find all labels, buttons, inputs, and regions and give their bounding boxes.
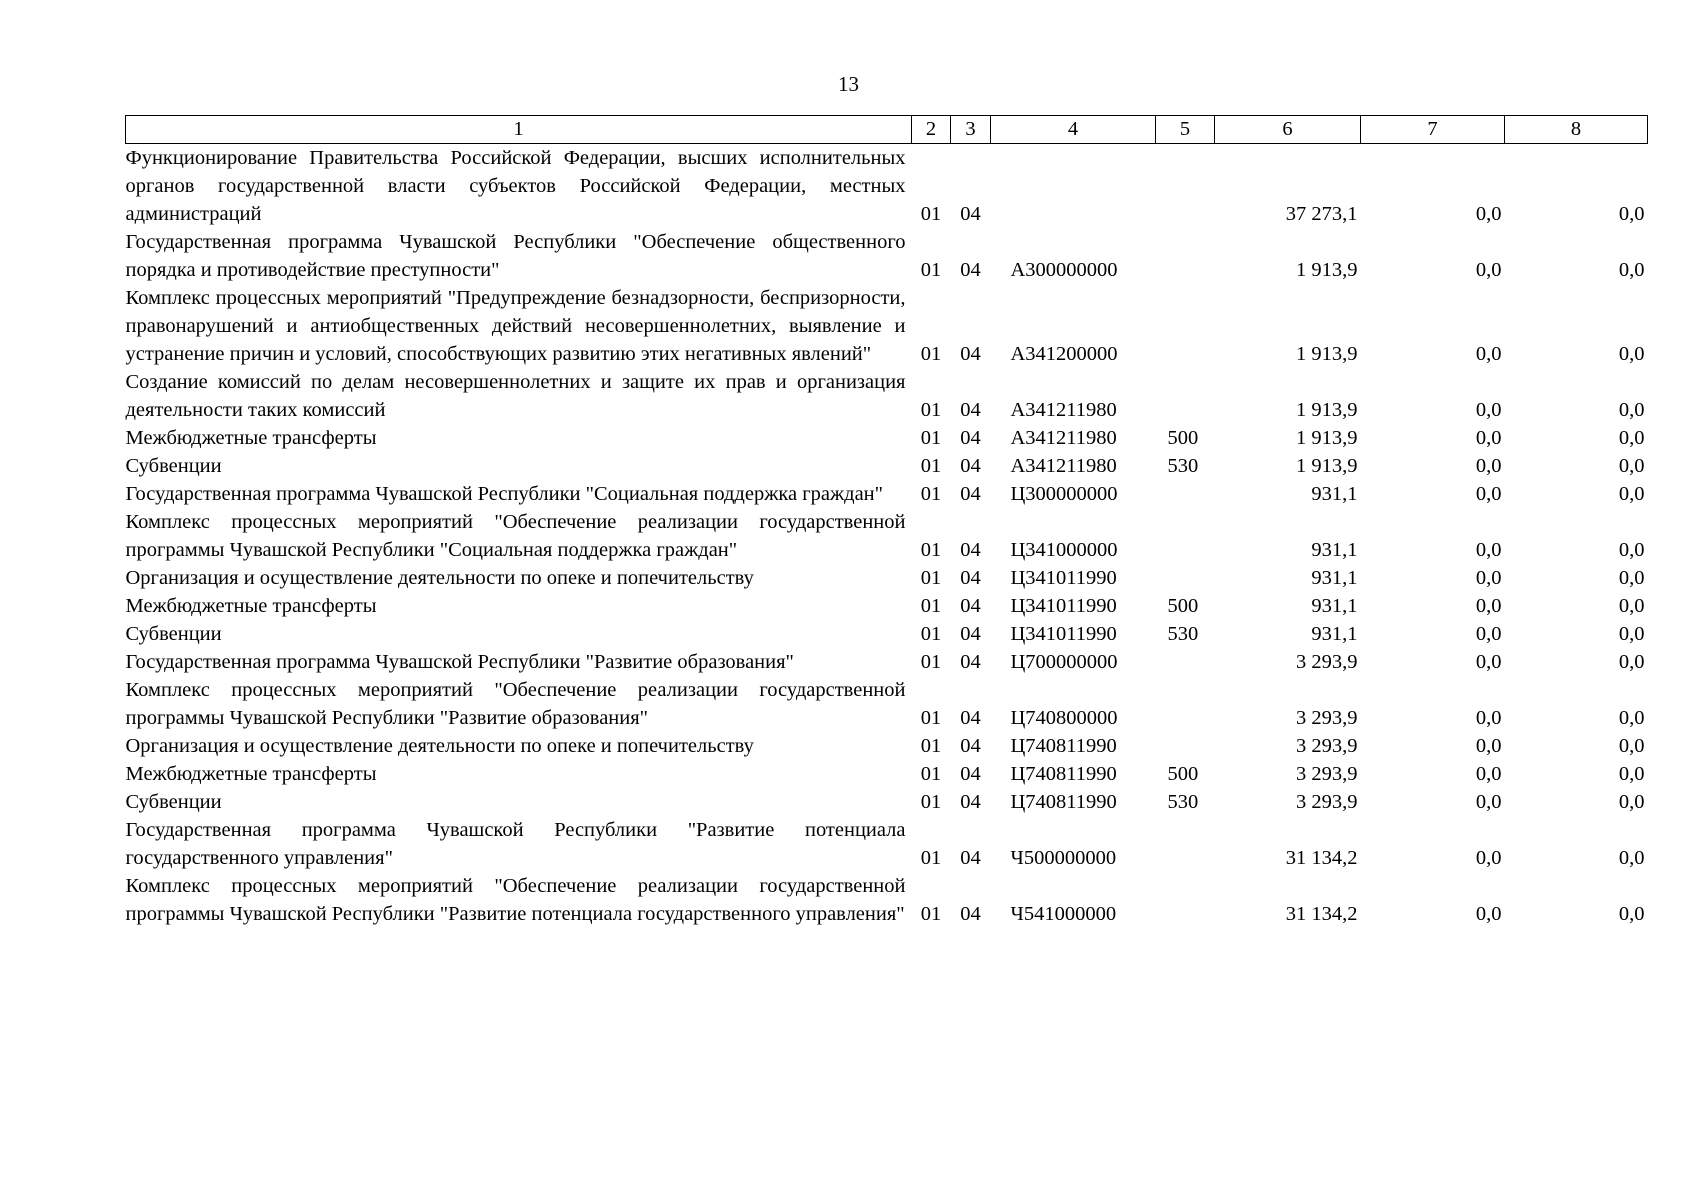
row-section: 01 [920,847,942,869]
row-subsection: 04 [960,455,981,477]
row-amount-7: 0,0 [1475,343,1502,365]
row-amount-8: 0,0 [1618,539,1645,561]
column-header-3: 3 [951,116,991,144]
table-row [126,564,1648,592]
row-name: Государственная программа Чувашской Республики "Социальная поддержка граждан" [125,483,884,505]
row-amount-8: 0,0 [1618,623,1645,645]
row-expense-type [1156,508,1215,564]
row-expense-type: 500 [1167,427,1199,449]
header-row [126,116,1648,144]
row-subsection: 04 [960,763,981,785]
row-expense-type: 530 [1167,623,1199,645]
row-amount-6: 1 913,9 [1296,259,1358,281]
table-row [126,144,1648,229]
row-target-article: Ч500000000 [1010,847,1117,869]
row-target-article: Ч541000000 [1010,903,1117,925]
row-section: 01 [920,595,942,617]
row-amount-7: 0,0 [1475,539,1502,561]
row-expense-type [1156,676,1215,732]
row-amount-8: 0,0 [1618,399,1645,421]
row-amount-8: 0,0 [1618,763,1645,785]
row-subsection: 04 [960,343,981,365]
row-amount-6: 931,1 [1311,483,1358,505]
table-row [126,284,1648,368]
row-amount-7: 0,0 [1475,735,1502,757]
row-subsection: 04 [960,791,981,813]
row-amount-8: 0,0 [1618,567,1645,589]
row-expense-type: 530 [1167,455,1199,477]
row-amount-7: 0,0 [1475,791,1502,813]
row-section: 01 [920,707,942,729]
row-amount-8: 0,0 [1618,343,1645,365]
row-amount-7: 0,0 [1475,399,1502,421]
table-row [126,732,1648,760]
row-target-article: Ц341011990 [1010,567,1117,589]
row-expense-type [1156,732,1215,760]
row-amount-6: 1 913,9 [1296,343,1358,365]
row-target-article: А300000000 [1010,259,1118,281]
table-row [126,424,1648,452]
row-target-article: А341200000 [1010,343,1118,365]
row-subsection: 04 [960,539,981,561]
table-row [126,872,1648,928]
column-header-5: 5 [1156,116,1215,144]
row-amount-8: 0,0 [1618,259,1645,281]
row-expense-type [1156,480,1215,508]
row-subsection: 04 [960,595,981,617]
row-amount-7: 0,0 [1475,483,1502,505]
row-target-article: Ц740811990 [1010,763,1117,785]
row-name: Субвенции [125,455,222,477]
budget-table [125,115,1648,928]
column-header-2: 2 [912,116,951,144]
row-expense-type: 500 [1167,595,1199,617]
row-subsection: 04 [960,259,981,281]
row-subsection: 04 [960,847,981,869]
row-name: Комплекс процессных мероприятий "Предупреждение безнадзорности, беспризорности, правонарушений и антиобщественных действий несовершеннолетних, выявление и устранение причин и условий, способствующих развитию этих негативных явлений" [125,287,906,365]
row-expense-type [1156,284,1215,368]
row-target-article: Ц700000000 [1010,651,1118,673]
row-amount-6: 3 293,9 [1296,707,1358,729]
row-amount-8: 0,0 [1618,847,1645,869]
row-name: Субвенции [125,623,222,645]
row-amount-6: 1 913,9 [1296,399,1358,421]
row-amount-8: 0,0 [1618,427,1645,449]
row-section: 01 [920,567,942,589]
table-row [126,620,1648,648]
row-name: Организация и осуществление деятельности по опеке и попечительству [125,735,754,757]
row-amount-7: 0,0 [1475,707,1502,729]
row-expense-type: 500 [1167,763,1199,785]
row-amount-7: 0,0 [1475,847,1502,869]
row-amount-8: 0,0 [1618,455,1645,477]
table-row [126,368,1648,424]
row-amount-7: 0,0 [1475,259,1502,281]
row-expense-type [1156,564,1215,592]
row-amount-7: 0,0 [1475,455,1502,477]
row-amount-6: 37 273,1 [1285,203,1358,225]
row-name: Комплекс процессных мероприятий "Обеспечение реализации государственной программы Чувашской Республики "Социальная поддержка граждан" [125,511,906,561]
row-amount-6: 931,1 [1311,623,1358,645]
row-name: Комплекс процессных мероприятий "Обеспечение реализации государственной программы Чувашской Республики "Развитие потенциала государственного управления" [125,875,906,925]
row-subsection: 04 [960,651,981,673]
row-expense-type [1156,368,1215,424]
table-row [126,592,1648,620]
row-section: 01 [920,903,942,925]
row-amount-8: 0,0 [1618,791,1645,813]
row-subsection: 04 [960,707,981,729]
row-amount-8: 0,0 [1618,707,1645,729]
row-target-article: А341211980 [1010,399,1117,421]
row-subsection: 04 [960,203,981,225]
row-amount-8: 0,0 [1618,903,1645,925]
row-section: 01 [920,259,942,281]
row-amount-7: 0,0 [1475,623,1502,645]
row-name: Государственная программа Чувашской Республики "Обеспечение общественного порядка и противодействие преступности" [125,231,906,281]
row-name: Государственная программа Чувашской Республики "Развитие образования" [125,651,794,673]
column-header-7: 7 [1361,116,1505,144]
column-header-1: 1 [126,116,912,144]
row-section: 01 [920,343,942,365]
row-name: Межбюджетные трансферты [125,763,377,785]
row-subsection: 04 [960,903,981,925]
row-amount-7: 0,0 [1475,203,1502,225]
row-expense-type [1156,228,1215,284]
row-amount-6: 31 134,2 [1285,847,1358,869]
row-amount-6: 931,1 [1311,567,1358,589]
row-amount-6: 931,1 [1311,539,1358,561]
row-amount-7: 0,0 [1475,903,1502,925]
row-name: Межбюджетные трансферты [125,595,377,617]
row-subsection: 04 [960,567,981,589]
row-subsection: 04 [960,735,981,757]
row-amount-6: 3 293,9 [1296,735,1358,757]
row-name: Государственная программа Чувашской Республики "Развитие потенциала государственного управления" [125,819,906,869]
row-section: 01 [920,735,942,757]
row-amount-6: 1 913,9 [1296,455,1358,477]
column-header-4: 4 [991,116,1156,144]
row-target-article: Ц341000000 [1010,539,1118,561]
row-target-article: Ц740811990 [1010,791,1117,813]
table-row [126,816,1648,872]
page-number: 13 [838,72,859,96]
row-section: 01 [920,763,942,785]
row-name: Субвенции [125,791,222,813]
row-amount-6: 3 293,9 [1296,763,1358,785]
column-header-6: 6 [1215,116,1361,144]
row-subsection: 04 [960,623,981,645]
row-expense-type [1156,816,1215,872]
row-name: Комплекс процессных мероприятий "Обеспечение реализации государственной программы Чувашской Республики "Развитие образования" [125,679,906,729]
row-section: 01 [920,427,942,449]
row-name: Создание комиссий по делам несовершеннолетних и защите их прав и организация деятельности таких комиссий [125,371,906,421]
row-name: Межбюджетные трансферты [125,427,377,449]
row-amount-8: 0,0 [1618,735,1645,757]
row-amount-8: 0,0 [1618,203,1645,225]
row-amount-6: 31 134,2 [1285,903,1358,925]
row-section: 01 [920,623,942,645]
row-section: 01 [920,539,942,561]
row-amount-6: 1 913,9 [1296,427,1358,449]
row-section: 01 [920,483,942,505]
row-target-article: Ц341011990 [1010,595,1117,617]
row-amount-6: 3 293,9 [1296,651,1358,673]
table-row [126,508,1648,564]
row-expense-type [1156,872,1215,928]
row-target-article: Ц740811990 [1010,735,1117,757]
row-target-article [991,144,1156,229]
row-amount-6: 931,1 [1311,595,1358,617]
row-subsection: 04 [960,427,981,449]
row-target-article: Ц341011990 [1010,623,1117,645]
row-target-article: Ц300000000 [1010,483,1118,505]
row-amount-7: 0,0 [1475,427,1502,449]
row-target-article: А341211980 [1010,427,1117,449]
table-row [126,452,1648,480]
table-body [126,144,1648,929]
row-section: 01 [920,399,942,421]
table-row [126,648,1648,676]
row-section: 01 [920,651,942,673]
row-amount-6: 3 293,9 [1296,791,1358,813]
table-row [126,480,1648,508]
row-section: 01 [920,203,942,225]
column-header-8: 8 [1505,116,1648,144]
row-section: 01 [920,791,942,813]
row-amount-7: 0,0 [1475,651,1502,673]
row-name: Организация и осуществление деятельности по опеке и попечительству [125,567,754,589]
row-amount-8: 0,0 [1618,651,1645,673]
row-amount-7: 0,0 [1475,595,1502,617]
row-expense-type [1156,648,1215,676]
row-subsection: 04 [960,399,981,421]
row-expense-type [1156,144,1215,229]
table-row [126,228,1648,284]
row-target-article: Ц740800000 [1010,707,1118,729]
row-amount-7: 0,0 [1475,763,1502,785]
row-amount-8: 0,0 [1618,483,1645,505]
table-row [126,760,1648,788]
row-subsection: 04 [960,483,981,505]
row-name: Функционирование Правительства Российской Федерации, высших исполнительных органов государственной власти субъектов Российской Федерации, местных администраций [125,147,906,225]
table-row [126,676,1648,732]
row-amount-8: 0,0 [1618,595,1645,617]
row-target-article: А341211980 [1010,455,1117,477]
table-row [126,788,1648,816]
row-expense-type: 530 [1167,791,1199,813]
row-section: 01 [920,455,942,477]
row-amount-7: 0,0 [1475,567,1502,589]
